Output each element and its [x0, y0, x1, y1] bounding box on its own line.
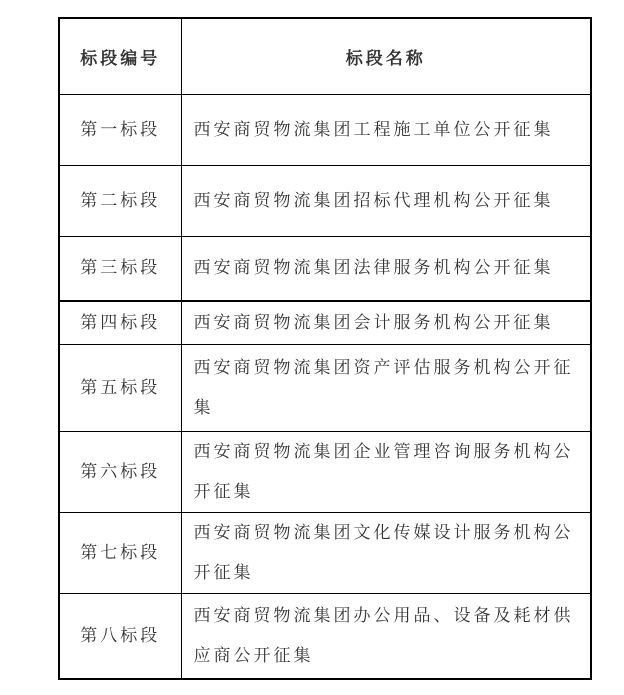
section-name-cell: 西安商贸物流集团资产评估服务机构公开征集: [181, 345, 591, 432]
section-number-cell: 第二标段: [59, 165, 181, 236]
table-row: [59, 513, 591, 594]
table-row: [59, 236, 591, 301]
section-number-cell: 第五标段: [59, 345, 181, 432]
table-header-row: [59, 18, 591, 94]
section-name-cell: 西安商贸物流集团企业管理咨询服务机构公开征集: [181, 432, 591, 513]
table-body: [59, 94, 591, 679]
section-name-cell: 西安商贸物流集团文化传媒设计服务机构公开征集: [181, 513, 591, 594]
section-number-cell: 第七标段: [59, 513, 181, 594]
table-row: [59, 345, 591, 432]
column-header-section-number: 标段编号: [59, 18, 181, 94]
section-number-cell: 第四标段: [59, 301, 181, 345]
table-row: [59, 165, 591, 236]
bid-sections-table: [58, 17, 592, 680]
section-name-cell: 西安商贸物流集团招标代理机构公开征集: [181, 165, 591, 236]
section-name-cell: 西安商贸物流集团办公用品、设备及耗材供应商公开征集: [181, 594, 591, 679]
table-row: [59, 94, 591, 165]
section-name-cell: 西安商贸物流集团工程施工单位公开征集: [181, 94, 591, 165]
section-number-cell: 第一标段: [59, 94, 181, 165]
section-name-cell: 西安商贸物流集团会计服务机构公开征集: [181, 301, 591, 345]
section-name-cell: 西安商贸物流集团法律服务机构公开征集: [181, 236, 591, 301]
table-row: [59, 432, 591, 513]
table-row: [59, 594, 591, 679]
column-header-section-name: 标段名称: [181, 18, 591, 94]
section-number-cell: 第三标段: [59, 236, 181, 301]
section-number-cell: 第八标段: [59, 594, 181, 679]
section-number-cell: 第六标段: [59, 432, 181, 513]
table-row: [59, 301, 591, 345]
